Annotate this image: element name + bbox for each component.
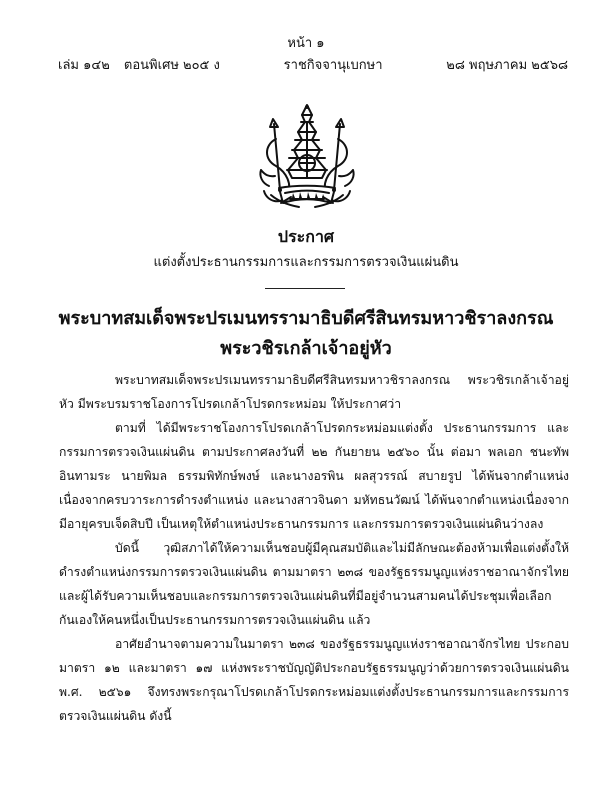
paragraph-4 bbox=[59, 632, 569, 728]
paragraph-2-text: ตามที่ ได้มีพระราชโองการโปรดเกล้าโปรดกระหม่อมแต่งตั้ง ประธานกรรมการ และกรรมการตรวจเงินแผ่นดิน ตามประกาศลงวันที่ ๒๒ กันยายน ๒๕๖๐ นั้น ต่อมา พลเอก ชนะทัพ อินทามระ นายพิมล ธรรมพิทักษ์พงษ์ และนางอรพิน ผลสุวรรณ์ สบายรูป ได้พ้นจากตำแหน่งเนื่องจากครบวาระการดำรงตำแหน่ง และนางสาวจินดา มหัทธนวัฒน์ ได้พ้นจากตำแหน่งเนื่องจากมีอายุครบเจ็ดสิบปี เป็นเหตุให้ตำแหน่งประธานกรรมการ และกรรมการตรวจเงินแผ่นดินว่างลง bbox=[59, 421, 569, 531]
announcement-subtitle: แต่งตั้งประธานกรรมการและกรรมการตรวจเงินแผ่นดิน bbox=[153, 255, 459, 270]
paragraph-1 bbox=[59, 368, 569, 416]
gazette-section: ตอนพิเศษ ๒๐๕ ง bbox=[123, 58, 220, 73]
announcement-title: ประกาศ bbox=[277, 227, 335, 246]
paragraph-1-text: พระบาทสมเด็จพระปรเมนทรรามาธิบดีศรีสินทรมหาวชิราลงกรณ พระวชิรเกล้าเจ้าอยู่หัว มีพระบรมราชโองการโปรดเกล้าโปรดกระหม่อม ให้ประกาศว่า bbox=[59, 373, 569, 411]
paragraph-4-text: อาศัยอำนาจตามความในมาตรา ๒๓๘ ของรัฐธรรมนูญแห่งราชอาณาจักรไทย ประกอบมาตรา ๑๒ และมาตรา ๑๗ แห่งพระราชบัญญัติประกอบรัฐธรรมนูญว่าด้วยการตรวจเงินแผ่นดิน พ.ศ. ๒๕๖๑ จึงทรงพระกรุณาโปรดเกล้าโปรดกระหม่อมแต่งตั้งประธานกรรมการและกรรมการตรวจเงินแผ่นดิน ดังนี้ bbox=[59, 637, 569, 723]
paragraph-2 bbox=[59, 416, 569, 536]
royal-name-heading bbox=[0, 304, 612, 364]
gazette-date: ๒๘ พฤษภาคม ๒๕๖๘ bbox=[446, 58, 568, 73]
royal-emblem-icon bbox=[256, 102, 358, 210]
title-divider bbox=[265, 288, 345, 289]
royal-name-line-2: พระวชิรเกล้าเจ้าอยู่หัว bbox=[220, 338, 392, 359]
gazette-header-line bbox=[58, 58, 568, 74]
gazette-volume: เล่ม ๑๔๒ bbox=[58, 58, 110, 73]
paragraph-3 bbox=[59, 536, 569, 632]
gazette-header-left bbox=[58, 58, 220, 74]
paragraph-3-text: บัดนี้ วุฒิสภาได้ให้ความเห็นชอบผู้มีคุณสมบัติและไม่มีลักษณะต้องห้ามเพื่อแต่งตั้งให้ดำรงตำแหน่งกรรมการตรวจเงินแผ่นดิน ตามมาตรา ๒๓๘ ของรัฐธรรมนูญแห่งราชอาณาจักรไทย และผู้ได้รับความเห็นชอบและกรรมการตรวจเงินแผ่นดินที่มีอยู่จำนวนสามคนได้ประชุมเพื่อเลือกกันเองให้คนหนึ่งเป็นประธานกรรมการตรวจเงินแผ่นดิน แล้ว bbox=[59, 541, 569, 627]
royal-emblem-svg bbox=[256, 102, 358, 210]
royal-name-line-1: พระบาทสมเด็จพระปรเมนทรรามาธิบดีศรีสินทรมหาวชิราลงกรณ bbox=[58, 308, 554, 329]
gazette-title: ราชกิจจานุเบกษา bbox=[283, 58, 383, 73]
page-number bbox=[0, 36, 612, 52]
page-number-text: หน้า ๑ bbox=[287, 36, 325, 51]
